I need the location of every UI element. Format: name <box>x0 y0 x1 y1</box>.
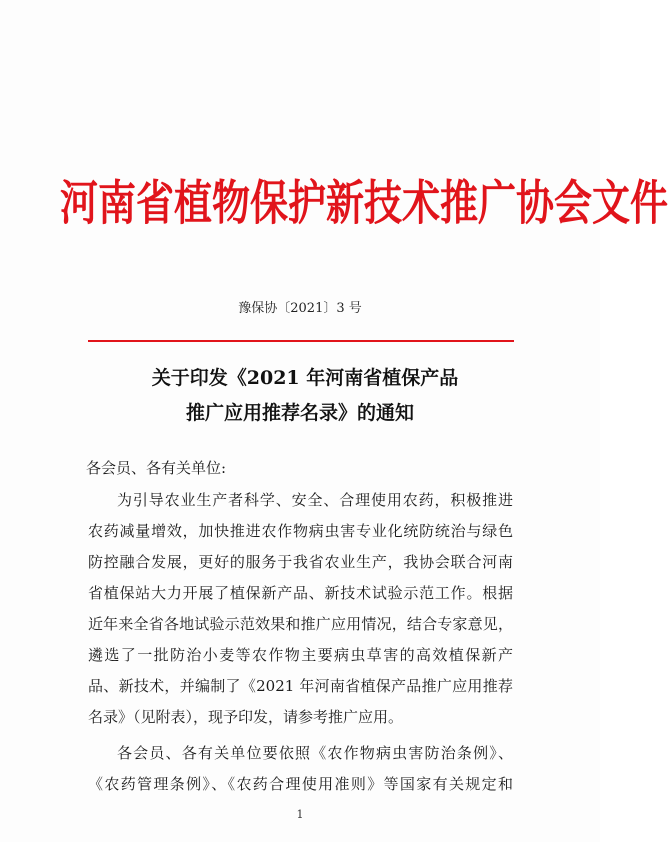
salutation: 各会员、各有关单位: <box>86 459 227 477</box>
body-line-1: 为引导农业生产者科学、安全、合理使用农药，积极推进 <box>117 491 513 509</box>
notice-title-line-1: 关于印发《2021 年河南省植保产品 <box>151 367 459 389</box>
body-line-7: 品、新技术，并编制了《2021 年河南省植保产品推广应用推荐 <box>88 677 513 695</box>
body-line-4: 省植保站大力开展了植保新产品、新技术试验示范工作。根据 <box>88 584 513 602</box>
body-line-2: 农药减量增效，加快推进农作物病虫害专业化统防统治与绿色 <box>88 522 513 540</box>
page-number: 1 <box>296 808 304 821</box>
body-line-8: 名录》（见附表），现予印发，请参考推广应用。 <box>88 708 404 726</box>
body-line-6: 遴选了一批防治小麦等农作物主要病虫草害的高效植保新产 <box>88 646 513 664</box>
body-line-9: 各会员、各有关单位要依照《农作物病虫害防治条例》、 <box>117 744 513 762</box>
red-divider-line <box>88 340 514 342</box>
issuer-header-title: 河南省植物保护新技术推广协会文件 <box>60 175 668 231</box>
body-line-10: 《农药管理条例》、《农药合理使用准则》等国家有关规定和 <box>88 775 513 793</box>
body-line-3: 防控融合发展，更好的服务于我省农业生产，我协会联合河南 <box>88 553 513 571</box>
document-number: 豫保协〔2021〕3 号 <box>238 301 362 316</box>
body-line-5: 近年来全省各地试验示范效果和推广应用情况，结合专家意见， <box>88 615 513 633</box>
notice-title-line-2: 推广应用推荐名录》的通知 <box>185 402 414 424</box>
